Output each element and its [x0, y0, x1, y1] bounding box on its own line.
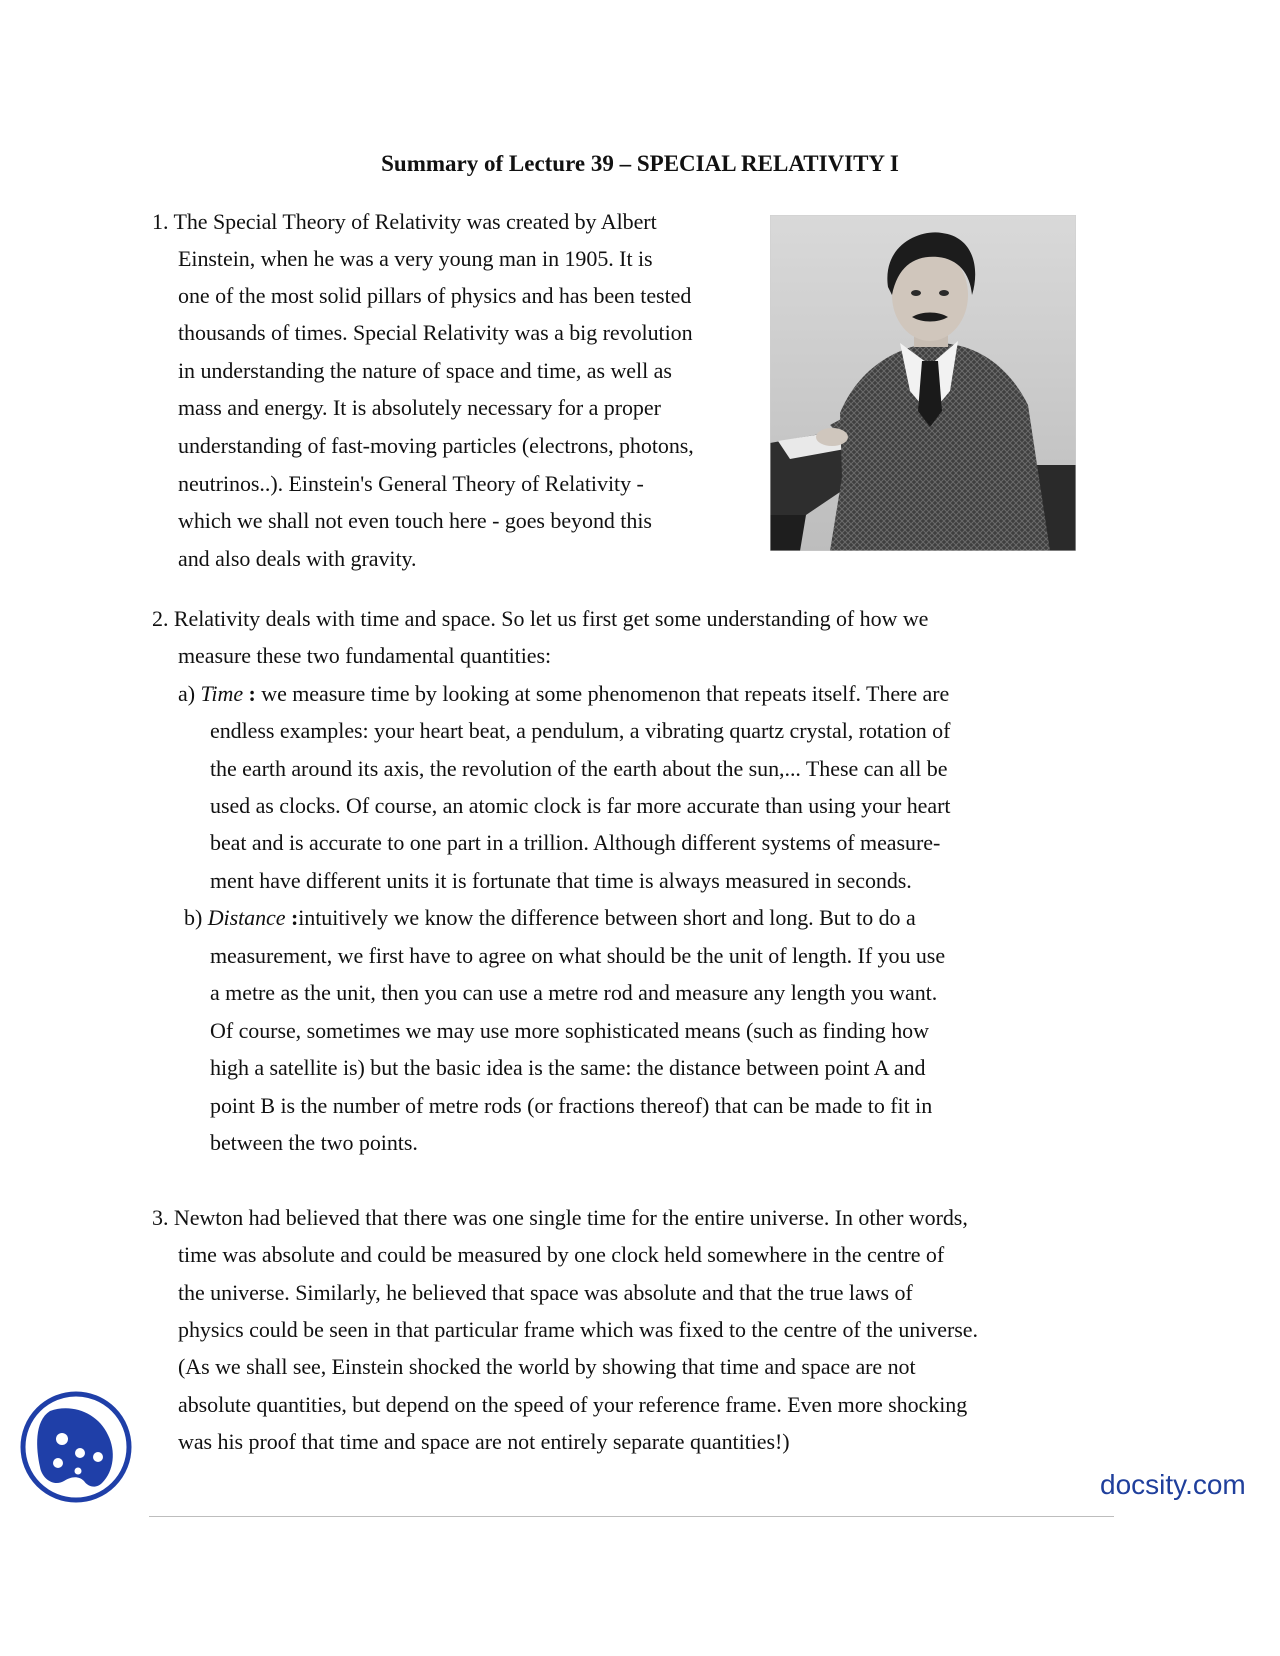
- text-line: which we shall not even touch here - goes beyond this: [178, 508, 652, 533]
- text-line: absolute quantities, but depend on the speed of your reference frame. Even more shocking: [178, 1392, 968, 1417]
- text-line: mass and energy. It is absolutely necessary for a proper: [178, 395, 661, 420]
- term-colon: :: [285, 905, 299, 930]
- text-line: in understanding the nature of space and time, as well as: [178, 358, 672, 383]
- term-colon: :: [243, 681, 256, 706]
- text-line: understanding of fast-moving particles (electrons, photons,: [178, 433, 694, 458]
- term-time: Time: [200, 681, 244, 706]
- text-line: measure these two fundamental quantities:: [178, 643, 552, 668]
- text-line: used as clocks. Of course, an atomic clock is far more accurate than using your heart: [210, 793, 951, 818]
- text-run: intuitively we know the difference between short and long. But to do a: [298, 905, 916, 930]
- text-line: point B is the number of metre rods (or fractions thereof) that can be made to fit in: [210, 1093, 933, 1118]
- text-line: time was absolute and could be measured by one clock held somewhere in the centre of: [178, 1242, 945, 1267]
- page-title: Summary of Lecture 39 – SPECIAL RELATIVITY I: [381, 151, 899, 176]
- text-line: neutrinos..). Einstein's General Theory of Relativity -: [178, 471, 644, 496]
- einstein-portrait-photo: [770, 215, 1076, 551]
- subitem-marker: a): [178, 681, 201, 706]
- footer-divider: [149, 1516, 1114, 1517]
- text-line: thousands of times. Special Relativity was a big revolution: [178, 320, 693, 345]
- text-line: Einstein, when he was a very young man in 1905. It is: [178, 246, 653, 271]
- text-line: a metre as the unit, then you can use a metre rod and measure any length you want.: [210, 980, 938, 1005]
- term-distance: Distance: [207, 905, 286, 930]
- text-line: endless examples: your heart beat, a pendulum, a vibrating quartz crystal, rotation of: [210, 718, 951, 743]
- text-line: one of the most solid pillars of physics and has been tested: [178, 283, 692, 308]
- text-line: (As we shall see, Einstein shocked the world by showing that time and space are not: [178, 1354, 916, 1379]
- text-run: we measure time by looking at some phenomenon that repeats itself. There are: [255, 681, 950, 706]
- text-line: and also deals with gravity.: [178, 546, 417, 571]
- text-line: 1. The Special Theory of Relativity was created by Albert: [152, 209, 657, 234]
- subitem-marker: b): [184, 905, 208, 930]
- subitem-b-first-line: [184, 903, 916, 933]
- text-line: between the two points.: [210, 1130, 418, 1155]
- text-line: 3. Newton had believed that there was one single time for the entire universe. In other words,: [152, 1205, 968, 1230]
- text-line: ment have different units it is fortunate that time is always measured in seconds.: [210, 868, 912, 893]
- text-line: measurement, we first have to agree on what should be the unit of length. If you use: [210, 943, 946, 968]
- text-line: the universe. Similarly, he believed that space was absolute and that the true laws of: [178, 1280, 913, 1305]
- text-line: was his proof that time and space are not entirely separate quantities!): [178, 1429, 790, 1454]
- text-line: the earth around its axis, the revolution of the earth about the sun,... These can all be: [210, 756, 948, 781]
- subitem-a-first-line: [178, 679, 949, 709]
- docsity-logo-icon: [20, 1391, 132, 1503]
- text-line: physics could be seen in that particular frame which was fixed to the centre of the universe.: [178, 1317, 978, 1342]
- text-line: Of course, sometimes we may use more sophisticated means (such as finding how: [210, 1018, 929, 1043]
- text-line: 2. Relativity deals with time and space. So let us first get some understanding of how we: [152, 606, 929, 631]
- text-line: high a satellite is) but the basic idea is the same: the distance between point A and: [210, 1055, 926, 1080]
- docsity-brand-link[interactable]: docsity.com: [1100, 1469, 1246, 1500]
- text-line: beat and is accurate to one part in a trillion. Although different systems of measure-: [210, 830, 941, 855]
